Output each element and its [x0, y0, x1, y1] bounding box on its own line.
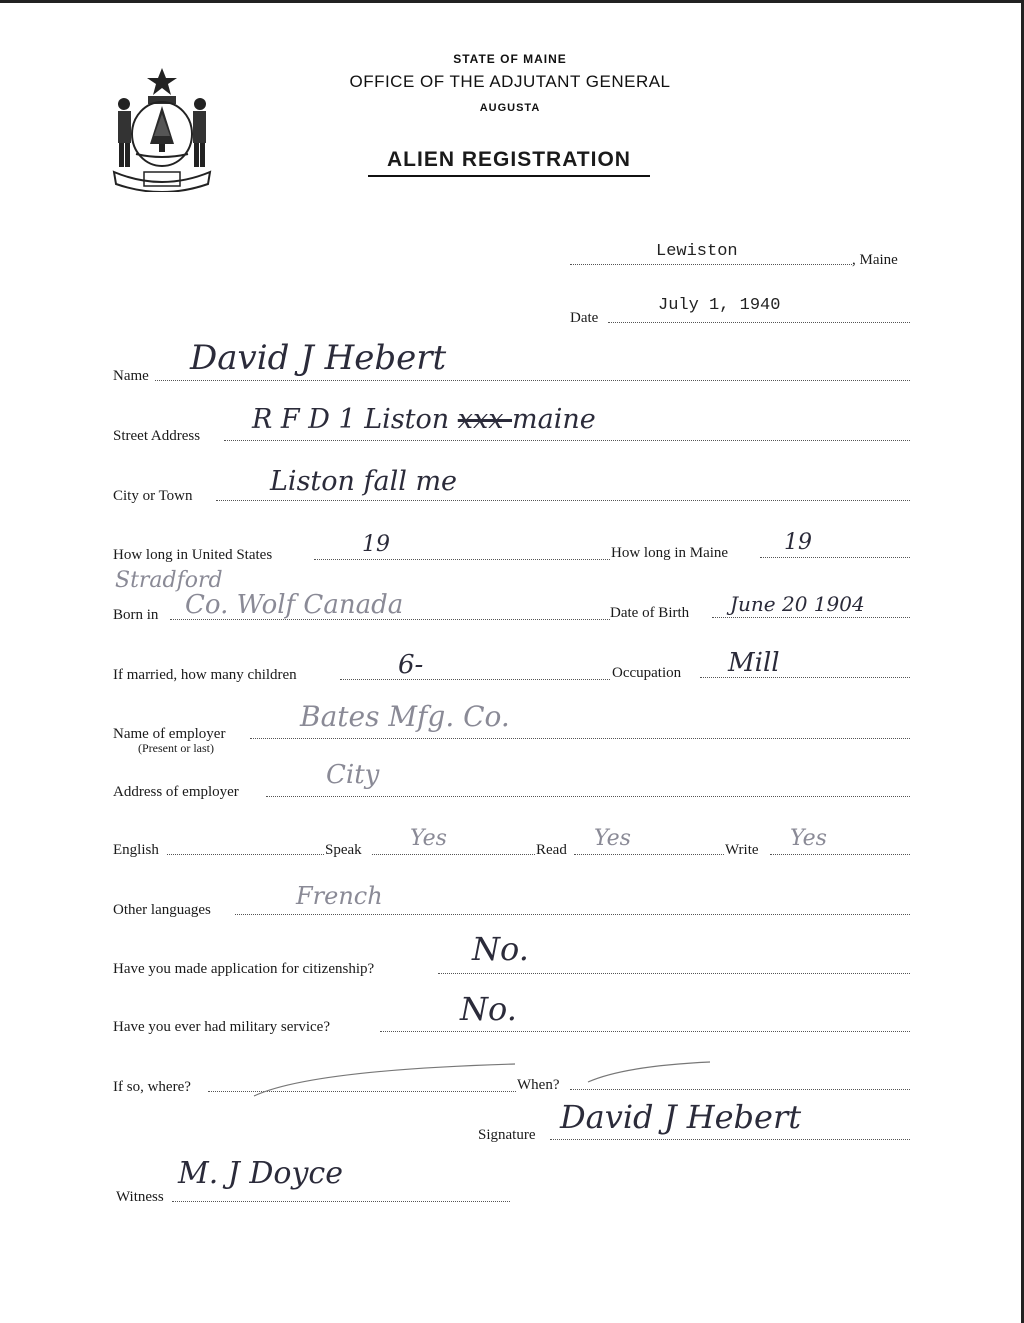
header-office: OFFICE OF THE ADJUTANT GENERAL [349, 72, 671, 91]
signature-label: Signature [478, 1127, 536, 1143]
born-label: Born in [113, 607, 159, 623]
dob-line [712, 617, 910, 618]
date-line [608, 322, 910, 323]
form-title: ALIEN REGISTRATION [368, 148, 650, 177]
write-value: Yes [790, 826, 827, 851]
place-line [570, 264, 852, 265]
english-line [167, 854, 324, 855]
employer-value: Bates Mfg. Co. [300, 700, 510, 733]
children-line [340, 679, 610, 680]
date-label: Date [570, 310, 599, 326]
employer-address-label: Address of employer [113, 784, 239, 800]
where-label: If so, where? [113, 1079, 191, 1095]
english-label: English [113, 842, 159, 858]
city-line [216, 500, 910, 501]
place-suffix: , Maine [852, 252, 898, 268]
born-above-value: Stradford [115, 568, 223, 593]
place-value: Lewiston [656, 242, 738, 261]
born-value: Co. Wolf Canada [185, 590, 404, 620]
military-line [380, 1031, 910, 1032]
signature-value: David J Hebert [560, 1098, 802, 1136]
write-line [770, 854, 910, 855]
years-me-value: 19 [784, 530, 812, 555]
employer-address-value: City [326, 760, 380, 790]
occupation-label: Occupation [612, 665, 682, 681]
other-languages-label: Other languages [113, 902, 211, 918]
maine-state-seal-icon [108, 64, 216, 192]
read-line [574, 854, 724, 855]
military-value: No. [460, 990, 517, 1028]
name-value: David J Hebert [190, 338, 447, 378]
citizenship-value: No. [472, 930, 529, 968]
name-label: Name [113, 368, 149, 384]
other-languages-line [235, 914, 910, 915]
city-label: City or Town [113, 488, 193, 504]
employer-sublabel: (Present or last) [138, 741, 214, 755]
citizenship-label: Have you made application for citizenship? [113, 961, 375, 977]
years-me-line [760, 557, 910, 558]
street-value: R F D 1 Liston xxx maine [252, 404, 596, 435]
header-city: AUGUSTA [479, 102, 541, 114]
read-label: Read [536, 842, 567, 858]
employer-label: Name of employer [113, 726, 226, 742]
name-line [155, 380, 910, 381]
speak-line [372, 854, 535, 855]
military-label: Have you ever had military service? [113, 1019, 330, 1035]
header-state: STATE OF MAINE [453, 52, 567, 66]
years-us-line [314, 559, 610, 560]
years-me-label: How long in Maine [611, 545, 729, 561]
scan-edge-top [0, 0, 1024, 3]
employer-line [250, 738, 910, 739]
street-label: Street Address [113, 428, 201, 444]
occupation-value: Mill [728, 648, 780, 678]
speak-value: Yes [410, 826, 447, 851]
children-label: If married, how many children [113, 667, 297, 683]
citizenship-line [438, 973, 910, 974]
read-value: Yes [594, 826, 631, 851]
speak-label: Speak [325, 842, 362, 858]
street-strike-mark: xxx [457, 404, 513, 435]
years-us-label: How long in United States [113, 547, 273, 563]
children-value: 6- [398, 650, 424, 680]
date-value: July 1, 1940 [658, 296, 781, 315]
write-label: Write [725, 842, 759, 858]
dob-label: Date of Birth [610, 605, 690, 621]
witness-value: M. J Doyce [178, 1156, 343, 1191]
when-dash-mark [584, 1060, 714, 1090]
signature-line [550, 1139, 910, 1140]
when-label: When? [517, 1077, 560, 1093]
where-dash-mark [250, 1056, 520, 1102]
witness-line [172, 1201, 510, 1202]
witness-label: Witness [116, 1189, 164, 1205]
employer-address-line [266, 796, 910, 797]
city-value: Liston fall me [270, 466, 458, 497]
years-us-value: 19 [362, 532, 390, 557]
dob-value: June 20 1904 [730, 592, 865, 616]
other-languages-value: French [296, 882, 383, 910]
street-line [224, 440, 910, 441]
